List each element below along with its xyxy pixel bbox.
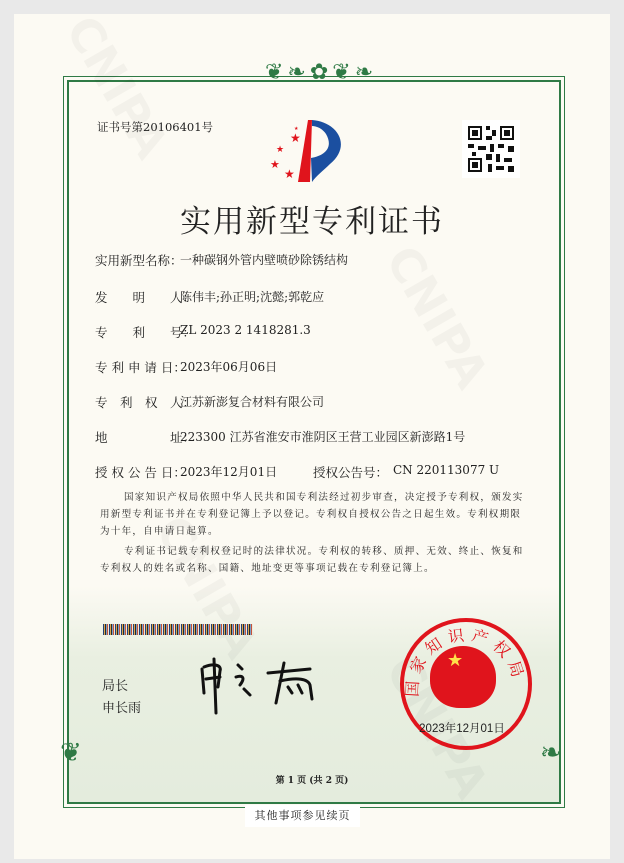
signatory-name: 申长雨 (102, 701, 142, 716)
field-value: 223300 江苏省淮安市淮阴区王营工业园区新澎路1号 (180, 430, 466, 444)
field-label: 专 利 号： (95, 325, 196, 340)
cnipa-logo-icon (268, 118, 358, 188)
field-label: 授权公告号： (313, 465, 389, 480)
field-label: 发 明 人： (95, 290, 196, 305)
field-label: 地 址： (95, 430, 196, 445)
seal-date: 2023年12月01日 (419, 723, 505, 735)
field-value: 一种碳钢外管内壁喷砂除锈结构 (180, 253, 349, 267)
star-icon: ★ (447, 650, 464, 671)
field-label: 专 利 权 人： (95, 395, 196, 410)
field-value: 江苏新澎复合材料有限公司 (180, 395, 325, 409)
field-value: ZL 2023 2 1418281.3 (180, 323, 311, 337)
corner-ornament-icon: ❧ (540, 738, 562, 768)
svg-text:国家知识产权局: 国家知识产权局 (402, 624, 530, 698)
field-value: 2023年06月06日 (180, 360, 278, 374)
field-value: 2023年12月01日 (180, 465, 278, 479)
corner-ornament-icon: ❦ (60, 738, 82, 768)
qr-code[interactable] (462, 120, 520, 178)
legal-paragraph: 专利证书记载专利权登记时的法律状况。专利权的转移、质押、无效、终止、恢复和专利权人的姓名或名称、国籍、地址变更等事项记载在专利登记簿上。 (100, 546, 524, 574)
signature (198, 655, 323, 715)
signatory-title: 局长 (102, 679, 129, 694)
barcode (103, 624, 253, 635)
svg-text:★: ★ (270, 158, 280, 171)
certificate-number: 证书号第20106401号 (97, 120, 214, 134)
svg-text:★: ★ (284, 167, 295, 181)
page-title: 实用新型专利证书 (180, 204, 444, 240)
field-label: 专 利 申 请 日： (95, 360, 186, 375)
svg-text:★: ★ (294, 126, 299, 132)
field-label: 实用新型名称： (95, 253, 183, 268)
top-ornament-icon: ❦❧✿❦❧ (265, 60, 378, 85)
svg-text:★: ★ (276, 145, 285, 155)
field-value: 陈伟丰;孙正明;沈懿;郭乾应 (180, 290, 325, 304)
legal-paragraph: 国家知识产权局依照中华人民共和国专利法经过初步审查，决定授予专利权，颁发实用新型专利证书并在专利登记簿上予以登记。专利权自授权公告之日起生效。专利权期限为十年，自申请日起算。 (100, 492, 524, 537)
field-label: 授 权 公 告 日： (95, 465, 186, 480)
announcement-number: CN 220113077 U (393, 463, 500, 477)
page-indicator: 第 1 页 (共 2 页) (275, 776, 349, 786)
svg-text:★: ★ (290, 131, 301, 145)
footer-note: 其他事项参见续页 (245, 805, 360, 827)
